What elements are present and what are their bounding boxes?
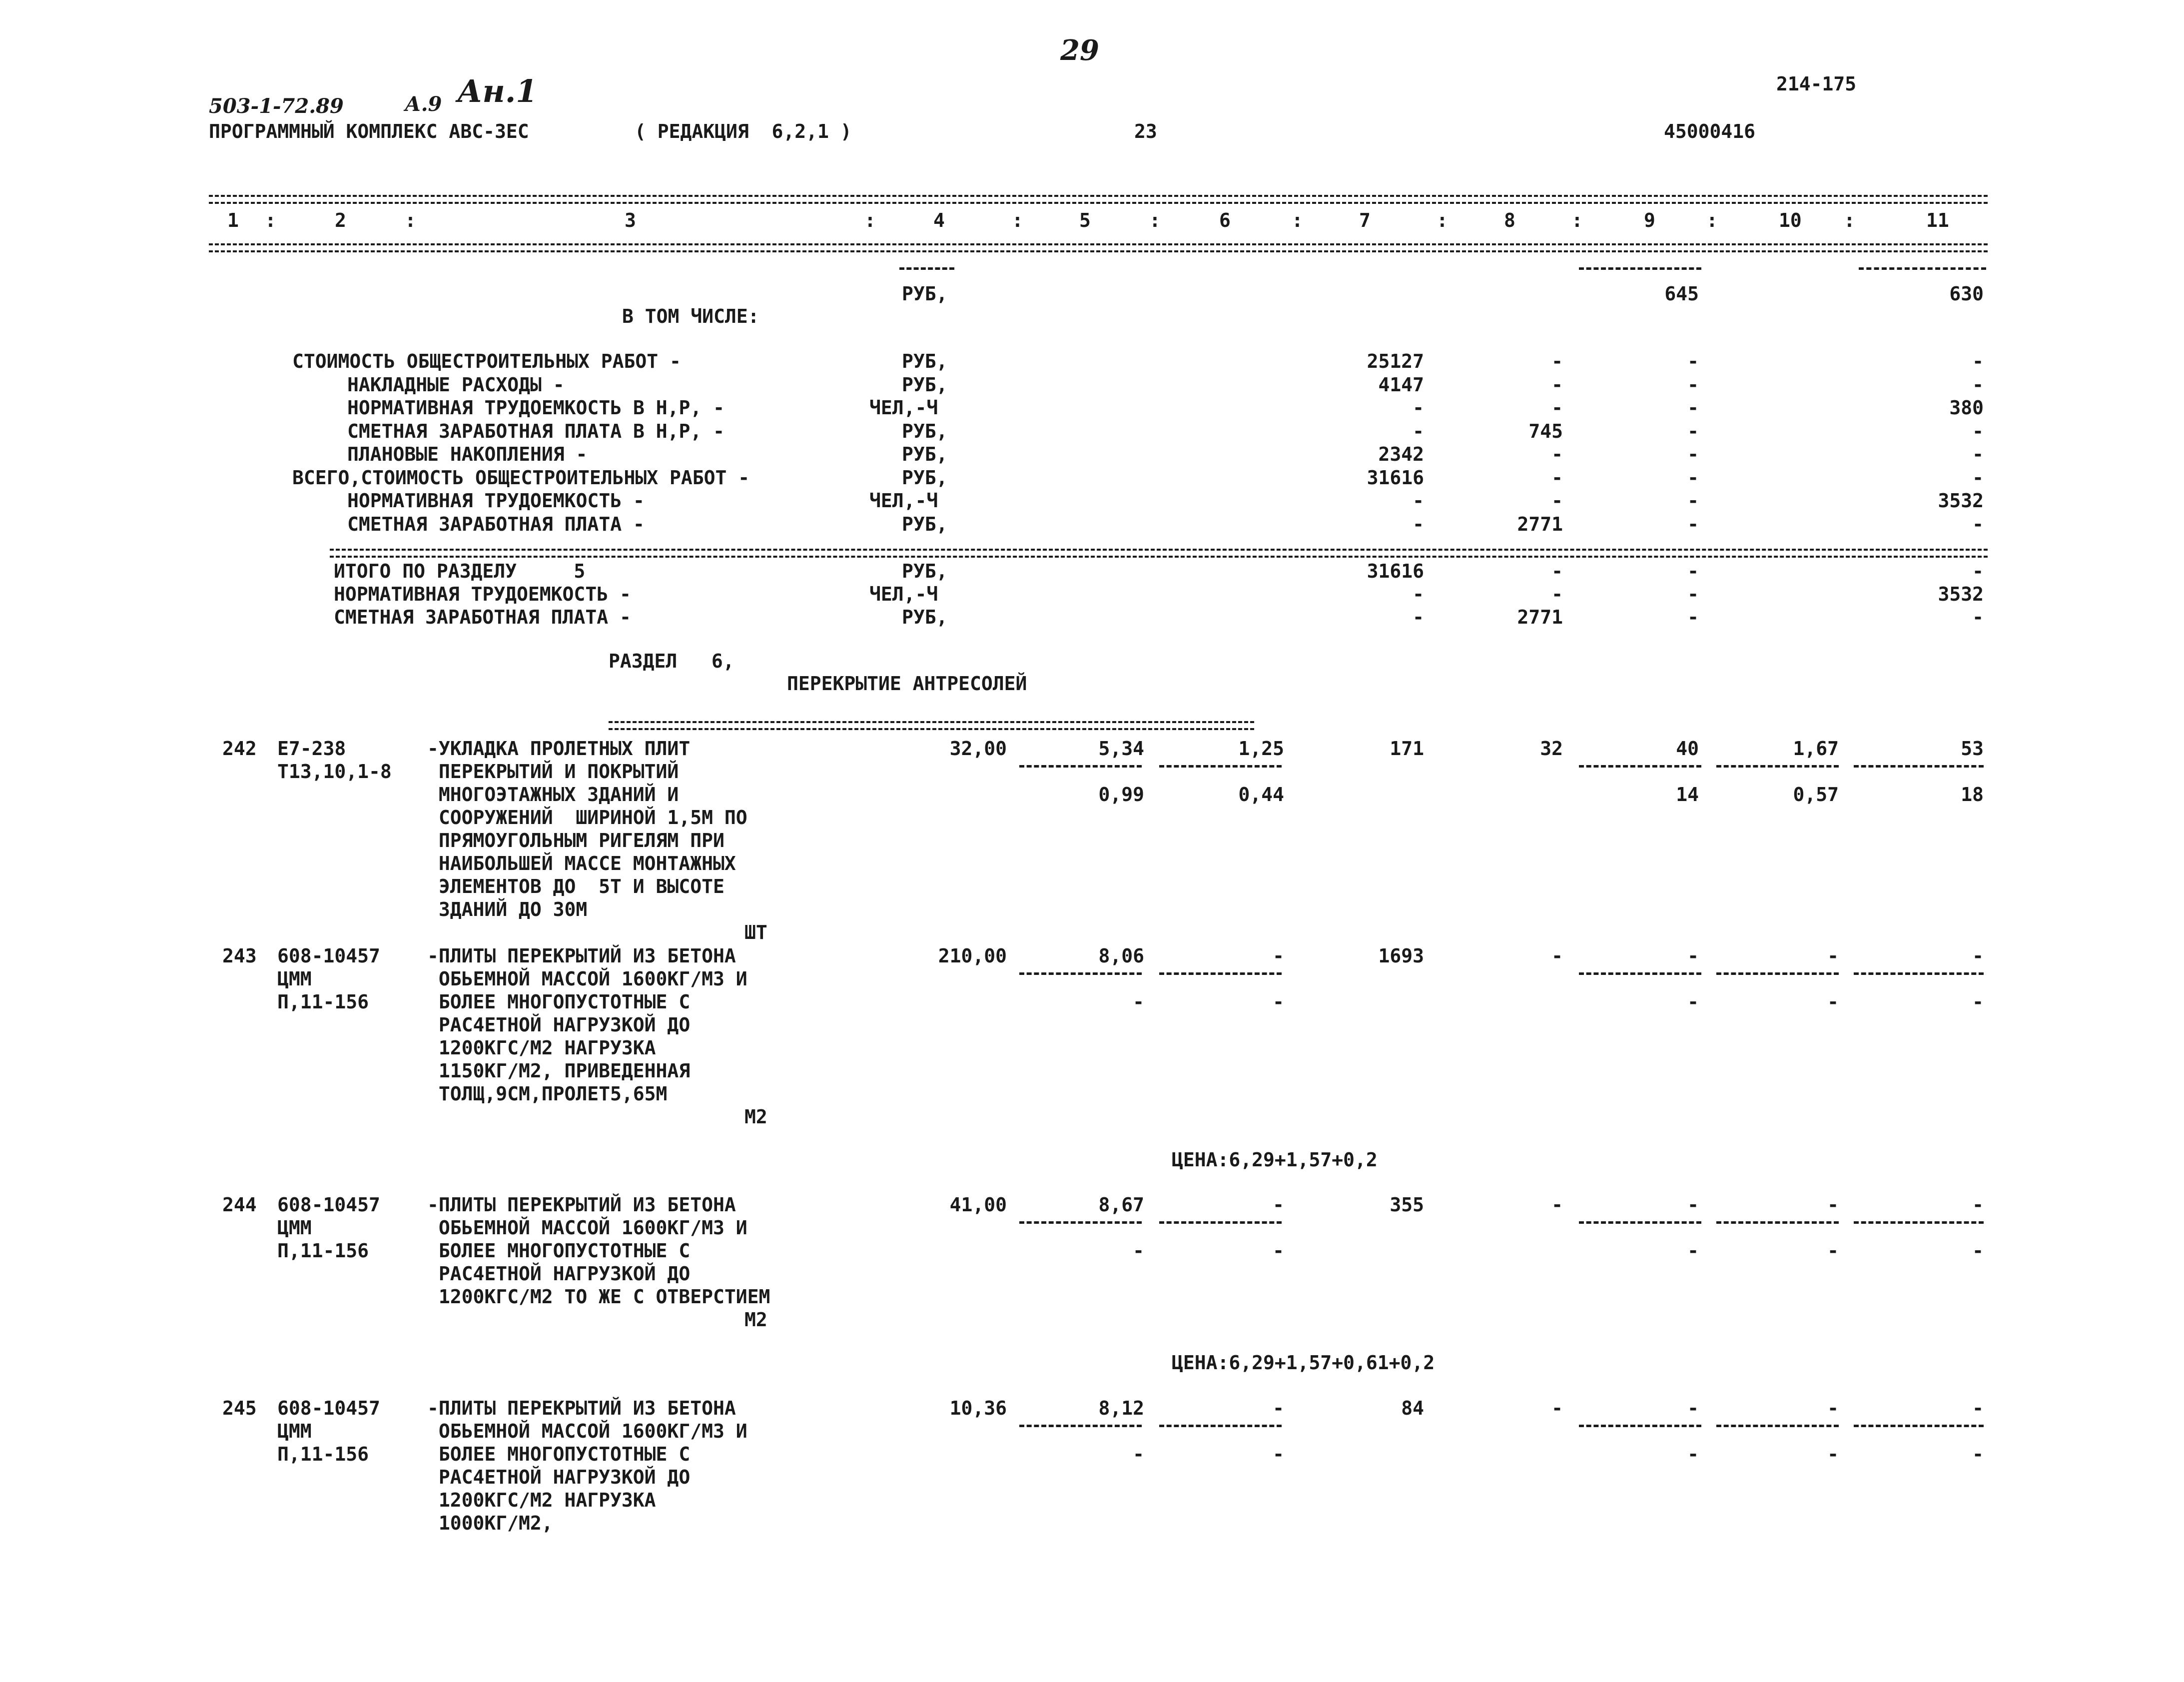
item-description-line: ЭЛЕМЕНТОВ ДО 5Т И ВЫСОТЕ: [427, 875, 725, 897]
section_total_rows-unit: РУБ,: [902, 606, 948, 628]
item-value-c10: -: [1827, 1397, 1839, 1419]
rule: [1854, 972, 1984, 975]
rule: [1579, 1221, 1701, 1224]
item-description-line: НАИБОЛЬШЕЙ МАССЕ МОНТАЖНЫХ: [427, 852, 736, 874]
item-description-line: 1150КГ/М2, ПРИВЕДЕННАЯ: [427, 1060, 691, 1082]
item-description-line: ПРЯМОУГОЛЬНЫМ РИГЕЛЯМ ПРИ: [427, 830, 725, 851]
item-value-c8: 32: [1540, 738, 1563, 760]
summary_rows-unit: РУБ,: [902, 466, 948, 489]
top-total-unit: РУБ,: [902, 283, 948, 305]
rule: [899, 267, 954, 270]
item-subvalue-c6: -: [1273, 991, 1284, 1013]
page-number: 29: [1060, 34, 1099, 67]
section-rule: [609, 721, 1254, 730]
item-code-line2: ЦММ: [277, 968, 312, 990]
item-value-c6: 1,25: [1238, 738, 1284, 760]
document-code: 503-1-72.89: [209, 94, 344, 118]
rule: [1579, 765, 1701, 768]
item-description-line: ОБЬЕМНОЙ МАССОЙ 1600КГ/М3 И: [427, 1217, 747, 1239]
rule: [1019, 1221, 1142, 1224]
summary_rows-unit: РУБ,: [902, 350, 948, 372]
summary_rows-c8: -: [1551, 397, 1563, 419]
column-header-3: 3: [625, 209, 636, 231]
item-subvalue-c10: -: [1827, 1443, 1839, 1465]
summary_rows-c7: 4147: [1378, 373, 1424, 396]
summary_rows-c8: 745: [1528, 420, 1563, 442]
item-description-line: БОЛЕЕ МНОГОПУСТОТНЫЕ С: [427, 1443, 691, 1465]
column-separator: :: [1012, 209, 1023, 231]
item-value-c6: -: [1273, 945, 1284, 967]
column-separator: :: [265, 209, 276, 231]
summary_rows-unit: РУБ,: [902, 443, 948, 465]
item-value-c8: -: [1551, 1397, 1563, 1419]
section_total_rows-unit: РУБ,: [902, 560, 948, 582]
rule: [1159, 1221, 1282, 1224]
item-description-line: 1000КГ/М2,: [427, 1512, 553, 1534]
item-description-line: РАС4ЕТНОЙ НАГРУЗКОЙ ДО: [427, 1466, 691, 1488]
item-description-line: -ПЛИТЫ ПЕРЕКРЫТИЙ ИЗ БЕТОНА: [427, 1397, 736, 1419]
rule: [1854, 1221, 1984, 1224]
summary_rows-c9: -: [1687, 350, 1699, 372]
rule: [1716, 765, 1839, 768]
item-subvalue-c6: -: [1273, 1443, 1284, 1465]
item-code: 608-10457: [277, 945, 380, 967]
summary_rows-c8: -: [1551, 490, 1563, 512]
summary_rows-label: НАКЛАДНЫЕ РАСХОДЫ -: [347, 373, 565, 396]
item-description-line: 1200КГС/М2 ТО ЖЕ С ОТВЕРСТИЕМ: [427, 1286, 770, 1308]
summary_rows-c7: 25127: [1367, 350, 1424, 372]
sheet-number: 23: [1134, 120, 1157, 142]
item-subvalue-c11: -: [1972, 991, 1984, 1013]
item-value-c9: -: [1687, 1194, 1699, 1216]
summary_rows-label: СМЕТНАЯ ЗАРАБОТНАЯ ПЛАТА -: [347, 513, 645, 535]
item-unit: ШТ: [744, 921, 767, 943]
item-description-line: -УКЛАДКА ПРОЛЕТНЫХ ПЛИТ: [427, 738, 691, 760]
album-mark: А.9: [405, 92, 442, 116]
item-price-formula: ЦЕНА:6,29+1,57+0,2: [1172, 1149, 1378, 1171]
item-value-c11: -: [1972, 945, 1984, 967]
summary_rows-c9: -: [1687, 513, 1699, 535]
column-header-11: 11: [1926, 209, 1949, 231]
item-description-line: МНОГОЭТАЖНЫХ ЗДАНИЙ И: [427, 784, 679, 806]
item-value-c7: 355: [1390, 1194, 1424, 1216]
column-separator: :: [1844, 209, 1855, 231]
item-description-line: -ПЛИТЫ ПЕРЕКРЫТИЙ ИЗ БЕТОНА: [427, 945, 736, 967]
rule: [1716, 972, 1839, 975]
summary_rows-c7: 2342: [1378, 443, 1424, 465]
item-value-c9: 40: [1676, 738, 1699, 760]
column-header-10: 10: [1779, 209, 1802, 231]
rule: [1159, 765, 1282, 768]
column-separator: :: [1149, 209, 1161, 231]
summary_rows-unit: ЧЕЛ,-Ч: [869, 490, 938, 512]
column-separator: :: [1706, 209, 1718, 231]
column-separator: :: [864, 209, 876, 231]
item-description-line: РАС4ЕТНОЙ НАГРУЗКОЙ ДО: [427, 1263, 691, 1285]
summary_rows-label: СМЕТНАЯ ЗАРАБОТНАЯ ПЛАТА В Н,Р, -: [347, 420, 725, 442]
item-subvalue-c9: -: [1687, 1240, 1699, 1262]
item-value-c7: 1693: [1378, 945, 1424, 967]
item-description-line: -ПЛИТЫ ПЕРЕКРЫТИЙ ИЗ БЕТОНА: [427, 1194, 736, 1216]
column-header-7: 7: [1359, 209, 1371, 231]
item-value-c4: 210,00: [938, 945, 1007, 967]
section_total_rows-c7: -: [1413, 583, 1424, 605]
top-total-c11: 630: [1949, 283, 1984, 305]
item-code: Е7-238: [277, 738, 346, 760]
item-subvalue-c10: -: [1827, 991, 1839, 1013]
section_total_rows-c8: -: [1551, 560, 1563, 582]
summary_rows-c11: -: [1972, 420, 1984, 442]
item-subvalue-c5: -: [1133, 1240, 1144, 1262]
column-header-5: 5: [1079, 209, 1091, 231]
item-value-c11: -: [1972, 1194, 1984, 1216]
summary_rows-c9: -: [1687, 397, 1699, 419]
summary_rows-unit: РУБ,: [902, 420, 948, 442]
item-unit: М2: [744, 1309, 767, 1331]
item-code: 608-10457: [277, 1194, 380, 1216]
rule: [1019, 765, 1142, 768]
item-value-c4: 10,36: [949, 1397, 1007, 1419]
section_total_rows-label: НОРМАТИВНАЯ ТРУДОЕМКОСТЬ -: [334, 583, 631, 605]
rule: [1579, 267, 1701, 270]
item-value-c5: 8,12: [1098, 1397, 1144, 1419]
section_total_rows-label: СМЕТНАЯ ЗАРАБОТНАЯ ПЛАТА -: [334, 606, 631, 628]
item-value-c10: -: [1827, 1194, 1839, 1216]
item-unit: М2: [744, 1106, 767, 1128]
summary_rows-c7: -: [1413, 420, 1424, 442]
rule: [1019, 1425, 1142, 1427]
column-header-1: 1: [227, 209, 239, 231]
section_total_rows-c11: -: [1972, 606, 1984, 628]
section_total_rows-c7: -: [1413, 606, 1424, 628]
summary_rows-c8: -: [1551, 373, 1563, 396]
item-code-line3: П,11-156: [277, 991, 369, 1013]
summary_rows-c11: -: [1972, 513, 1984, 535]
including-label: В ТОМ ЧИСЛЕ:: [622, 305, 759, 327]
summary_rows-c9: -: [1687, 466, 1699, 489]
summary_rows-c8: -: [1551, 350, 1563, 372]
section_total_rows-c9: -: [1687, 606, 1699, 628]
column-header-2: 2: [335, 209, 346, 231]
summary_rows-c9: -: [1687, 420, 1699, 442]
section_total_rows-c8: -: [1551, 583, 1563, 605]
summary_rows-c9: -: [1687, 490, 1699, 512]
section_total_rows-label: ИТОГО ПО РАЗДЕЛУ 5: [334, 560, 586, 582]
column-header-4: 4: [933, 209, 945, 231]
item-subvalue-c11: 18: [1961, 784, 1984, 806]
column-header-8: 8: [1504, 209, 1515, 231]
column-separator: :: [405, 209, 416, 231]
item-code: 608-10457: [277, 1397, 380, 1419]
item-value-c6: -: [1273, 1194, 1284, 1216]
item-value-c5: 8,67: [1098, 1194, 1144, 1216]
summary_rows-c11: 3532: [1938, 490, 1984, 512]
section_total_rows-c11: -: [1972, 560, 1984, 582]
rule: [1854, 1425, 1984, 1427]
item-value-c9: -: [1687, 945, 1699, 967]
rule: [1159, 1425, 1282, 1427]
document-number: 45000416: [1664, 120, 1756, 142]
section-subtitle: ПЕРЕКРЫТИЕ АНТРЕСОЛЕЙ: [787, 673, 1027, 695]
item-description-line: 1200КГС/М2 НАГРУЗКА: [427, 1489, 656, 1511]
summary_rows-label: СТОИМОСТЬ ОБЩЕСТРОИТЕЛЬНЫХ РАБОТ -: [292, 350, 681, 372]
item-description-line: ТОЛЩ,9СМ,ПРОЛЕТ5,65М: [427, 1083, 668, 1105]
item-number: 244: [222, 1194, 257, 1216]
summary_rows-label: НОРМАТИВНАЯ ТРУДОЕМКОСТЬ -: [347, 490, 645, 512]
item-description-line: БОЛЕЕ МНОГОПУСТОТНЫЕ С: [427, 1240, 691, 1262]
item-code-line3: П,11-156: [277, 1443, 369, 1465]
summary_rows-c9: -: [1687, 373, 1699, 396]
section_total_rows-c8: 2771: [1517, 606, 1563, 628]
item-code-line2: Т13,10,1-8: [277, 761, 392, 783]
item-value-c7: 84: [1401, 1397, 1424, 1419]
summary_rows-unit: ЧЕЛ,-Ч: [869, 397, 938, 419]
item-value-c10: -: [1827, 945, 1839, 967]
summary_rows-label: ПЛАНОВЫЕ НАКОПЛЕНИЯ -: [347, 443, 588, 465]
summary_rows-c11: -: [1972, 350, 1984, 372]
summary_rows-label: ВСЕГО,СТОИМОСТЬ ОБЩЕСТРОИТЕЛЬНЫХ РАБОТ -: [292, 466, 750, 489]
program-name: ПРОГРАММНЫЙ КОМПЛЕКС АВС-3ЕС: [209, 120, 529, 142]
column-separator: :: [1571, 209, 1583, 231]
item-subvalue-c5: -: [1133, 1443, 1144, 1465]
column-separator: :: [1292, 209, 1303, 231]
item-subvalue-c10: 0,57: [1793, 784, 1839, 806]
item-description-line: 1200КГС/М2 НАГРУЗКА: [427, 1037, 656, 1059]
item-subvalue-c6: 0,44: [1238, 784, 1284, 806]
summary_rows-c8: -: [1551, 443, 1563, 465]
column-separator: :: [1437, 209, 1448, 231]
rule: [1859, 267, 1986, 270]
item-description-line: ЗДАНИЙ ДО 30М: [427, 898, 588, 920]
rule: [1159, 972, 1282, 975]
summary_rows-c11: -: [1972, 373, 1984, 396]
rule: [1716, 1221, 1839, 1224]
item-subvalue-c9: -: [1687, 991, 1699, 1013]
rule: [1579, 972, 1701, 975]
item-value-c10: 1,67: [1793, 738, 1839, 760]
item-code-line2: ЦММ: [277, 1217, 312, 1239]
item-subvalue-c6: -: [1273, 1240, 1284, 1262]
header-rule-top: [209, 195, 1988, 204]
rule: [1854, 765, 1984, 768]
column-header-6: 6: [1219, 209, 1231, 231]
item-description-line: БОЛЕЕ МНОГОПУСТОТНЫЕ С: [427, 991, 691, 1013]
item-subvalue-c11: -: [1972, 1443, 1984, 1465]
item-subvalue-c9: 14: [1676, 784, 1699, 806]
edition-label: ( РЕДАКЦИЯ 6,2,1 ): [635, 120, 852, 142]
summary_rows-c8: -: [1551, 466, 1563, 489]
section_total_rows-c7: 31616: [1367, 560, 1424, 582]
summary_rows-c11: 380: [1949, 397, 1984, 419]
summary_rows-label: НОРМАТИВНАЯ ТРУДОЕМКОСТЬ В Н,Р, -: [347, 397, 725, 419]
item-value-c8: -: [1551, 1194, 1563, 1216]
summary-rule: [330, 549, 1988, 558]
summary_rows-c7: -: [1413, 397, 1424, 419]
section_total_rows-c9: -: [1687, 583, 1699, 605]
summary_rows-c11: -: [1972, 443, 1984, 465]
item-value-c8: -: [1551, 945, 1563, 967]
section_total_rows-c9: -: [1687, 560, 1699, 582]
section-title: РАЗДЕЛ 6,: [609, 650, 734, 672]
summary_rows-c9: -: [1687, 443, 1699, 465]
item-value-c6: -: [1273, 1397, 1284, 1419]
handwritten-mark: Ан.1: [457, 73, 538, 109]
summary_rows-c8: 2771: [1517, 513, 1563, 535]
item-number: 242: [222, 738, 257, 760]
item-code-line3: П,11-156: [277, 1240, 369, 1262]
item-value-c5: 8,06: [1098, 945, 1144, 967]
item-subvalue-c10: -: [1827, 1240, 1839, 1262]
rule: [1716, 1425, 1839, 1427]
item-subvalue-c5: 0,99: [1098, 784, 1144, 806]
item-value-c9: -: [1687, 1397, 1699, 1419]
summary_rows-c11: -: [1972, 466, 1984, 489]
item-value-c11: -: [1972, 1397, 1984, 1419]
top-total-c9: 645: [1664, 283, 1699, 305]
item-description-line: ПЕРЕКРЫТИЙ И ПОКРЫТИЙ: [427, 761, 679, 783]
item-value-c4: 41,00: [949, 1194, 1007, 1216]
rule: [1019, 972, 1142, 975]
summary_rows-unit: РУБ,: [902, 513, 948, 535]
header-rule-bottom: [209, 243, 1988, 252]
item-value-c7: 171: [1390, 738, 1424, 760]
item-value-c5: 5,34: [1098, 738, 1144, 760]
item-subvalue-c9: -: [1687, 1443, 1699, 1465]
summary_rows-unit: РУБ,: [902, 373, 948, 396]
item-code-line2: ЦММ: [277, 1420, 312, 1442]
item-value-c4: 32,00: [949, 738, 1007, 760]
item-subvalue-c11: -: [1972, 1240, 1984, 1262]
item-description-line: РАС4ЕТНОЙ НАГРУЗКОЙ ДО: [427, 1014, 691, 1036]
item-number: 243: [222, 945, 257, 967]
rule: [1579, 1425, 1701, 1427]
item-description-line: ОБЬЕМНОЙ МАССОЙ 1600КГ/М3 И: [427, 1420, 747, 1442]
section_total_rows-unit: ЧЕЛ,-Ч: [869, 583, 938, 605]
item-description-line: ОБЬЕМНОЙ МАССОЙ 1600КГ/М3 И: [427, 968, 747, 990]
item-description-line: СООРУЖЕНИЙ ШИРИНОЙ 1,5М ПО: [427, 807, 747, 829]
item-price-formula: ЦЕНА:6,29+1,57+0,61+0,2: [1172, 1352, 1435, 1374]
item-number: 245: [222, 1397, 257, 1419]
section_total_rows-c11: 3532: [1938, 583, 1984, 605]
reference-number: 214-175: [1776, 73, 1857, 95]
item-subvalue-c5: -: [1133, 991, 1144, 1013]
summary_rows-c7: -: [1413, 490, 1424, 512]
summary_rows-c7: 31616: [1367, 466, 1424, 489]
column-header-9: 9: [1644, 209, 1655, 231]
item-value-c11: 53: [1961, 738, 1984, 760]
summary_rows-c7: -: [1413, 513, 1424, 535]
